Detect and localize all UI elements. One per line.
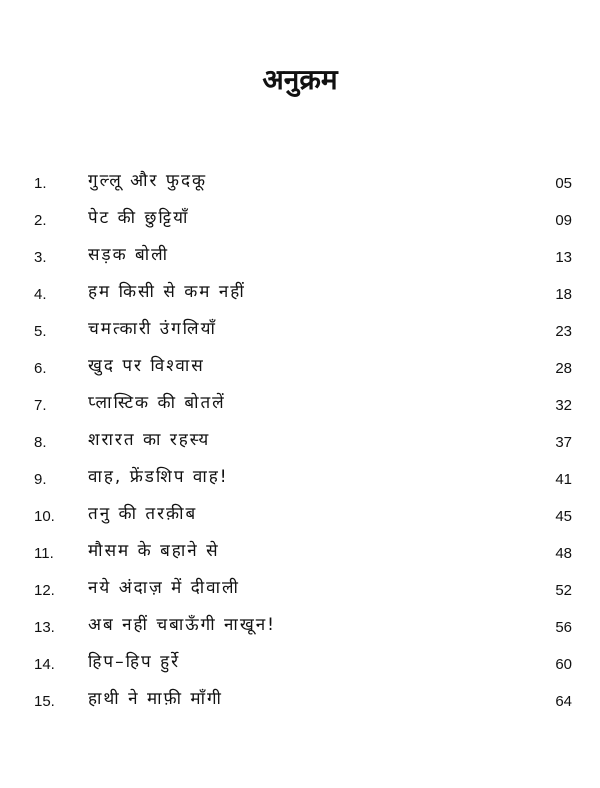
entry-number: 15.: [34, 693, 55, 710]
entry-title: हिप–हिप हुर्रे: [88, 652, 181, 672]
entry-number: 6.: [34, 360, 47, 377]
entry-number: 9.: [34, 471, 47, 488]
entry-page-number: 56: [555, 619, 572, 636]
toc-entry: [0, 606, 600, 643]
entry-number: 2.: [34, 212, 47, 229]
toc-entry: [0, 680, 600, 717]
entry-title: मौसम के बहाने से: [88, 541, 220, 561]
entry-page-number: 52: [555, 582, 572, 599]
entry-page-number: 28: [555, 360, 572, 377]
toc-entry: [0, 569, 600, 606]
entry-number: 7.: [34, 397, 47, 414]
toc-entry: [0, 199, 600, 236]
entry-title: हम किसी से कम नहीं: [88, 282, 246, 302]
entry-page-number: 13: [555, 249, 572, 266]
toc-entry: [0, 347, 600, 384]
entry-page-number: 64: [555, 693, 572, 710]
entry-number: 13.: [34, 619, 55, 636]
toc-entry: [0, 495, 600, 532]
entry-number: 3.: [34, 249, 47, 266]
entry-title: पेट की छुट्टियाँ: [88, 208, 190, 228]
entry-page-number: 05: [555, 175, 572, 192]
entry-number: 4.: [34, 286, 47, 303]
contents-list: [0, 162, 600, 717]
toc-entry: [0, 310, 600, 347]
entry-title: तनु की तरक़ीब: [88, 504, 198, 524]
entry-title: शरारत का रहस्य: [88, 430, 211, 450]
entry-page-number: 32: [555, 397, 572, 414]
page-title: अनुक्रम: [262, 63, 338, 96]
entry-number: 5.: [34, 323, 47, 340]
entry-title: खुद पर विश्वास: [88, 356, 205, 376]
entry-title: प्लास्टिक की बोतलें: [88, 393, 226, 413]
entry-number: 10.: [34, 508, 55, 525]
entry-title: नये अंदाज़ में दीवाली: [88, 578, 240, 598]
entry-page-number: 37: [555, 434, 572, 451]
toc-entry: [0, 458, 600, 495]
entry-title: हाथी ने माफ़ी माँगी: [88, 689, 223, 709]
entry-number: 14.: [34, 656, 55, 673]
entry-title: अब नहीं चबाऊँगी नाखून!: [88, 615, 276, 635]
entry-title: गुल्लू और फुदकू: [88, 171, 208, 191]
entry-number: 1.: [34, 175, 47, 192]
toc-entry: [0, 532, 600, 569]
entry-number: 12.: [34, 582, 55, 599]
entry-page-number: 60: [555, 656, 572, 673]
entry-page-number: 09: [555, 212, 572, 229]
toc-entry: [0, 421, 600, 458]
entry-title: सड़क बोली: [88, 245, 170, 265]
toc-entry: [0, 236, 600, 273]
toc-entry: [0, 384, 600, 421]
entry-page-number: 18: [555, 286, 572, 303]
toc-entry: [0, 643, 600, 680]
entry-page-number: 23: [555, 323, 572, 340]
toc-entry: [0, 273, 600, 310]
entry-number: 8.: [34, 434, 47, 451]
entry-number: 11.: [34, 545, 54, 562]
entry-title: चमत्कारी उंगलियाँ: [88, 319, 217, 339]
entry-page-number: 45: [555, 508, 572, 525]
entry-page-number: 48: [555, 545, 572, 562]
entry-title: वाह, फ्रेंडशिप वाह!: [88, 467, 229, 487]
toc-entry: [0, 162, 600, 199]
entry-page-number: 41: [555, 471, 572, 488]
